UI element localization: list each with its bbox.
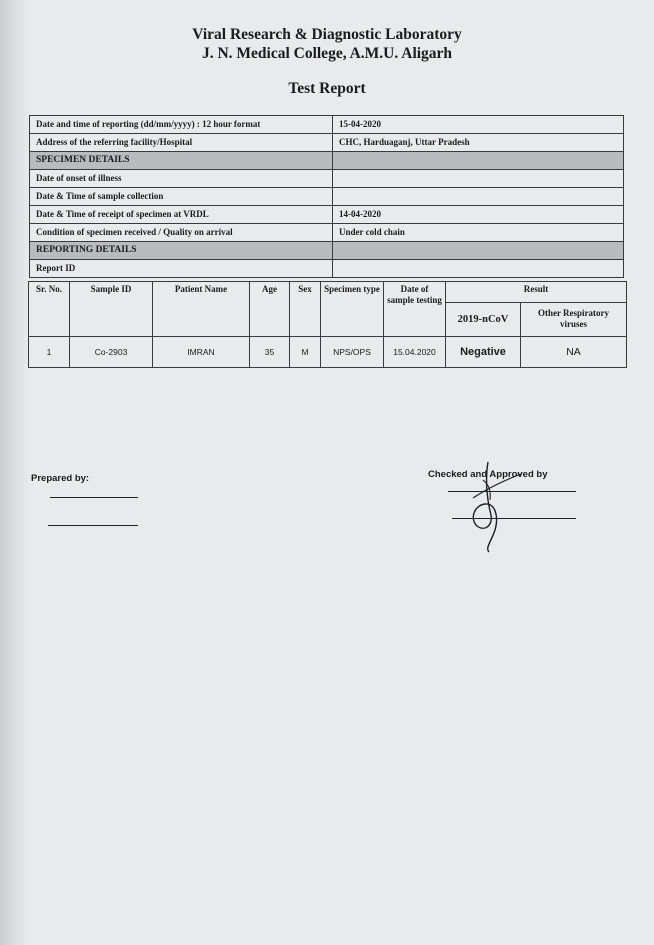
cell-sample-id: Co-2903	[70, 337, 153, 368]
header-specimen-type: Specimen type	[321, 282, 384, 337]
table-row	[29, 337, 627, 368]
info-row-condition	[30, 224, 624, 242]
page-edge-shadow	[0, 0, 30, 945]
info-row-receipt	[30, 206, 624, 224]
header-date-of-testing: Date of sample testing	[384, 282, 446, 337]
cell-sr-no: 1	[29, 337, 70, 368]
header-patient-name: Patient Name	[153, 282, 250, 337]
info-value	[333, 242, 624, 260]
info-label: Address of the referring facility/Hospital	[30, 134, 333, 152]
header-result: Result	[446, 282, 627, 303]
handwritten-signature	[455, 460, 525, 555]
header-other-viruses: Other Respiratory viruses	[521, 302, 627, 336]
info-label: Report ID	[30, 260, 333, 278]
prepared-by-line-1	[50, 497, 138, 498]
header-sex: Sex	[290, 282, 321, 337]
prepared-by-line-2	[48, 525, 138, 526]
report-title: Test Report	[288, 80, 366, 97]
lab-name: Viral Research & Diagnostic Laboratory	[192, 26, 462, 43]
college-name: J. N. Medical College, A.M.U. Aligarh	[201, 45, 453, 62]
info-label: Date & Time of sample collection	[30, 188, 333, 206]
info-label: Date & Time of receipt of specimen at VRDL	[30, 206, 333, 224]
info-value	[333, 188, 624, 206]
info-row-onset	[30, 170, 624, 188]
header-ncov: 2019-nCoV	[446, 302, 521, 336]
section-reporting-details	[30, 242, 624, 260]
info-value	[333, 260, 624, 278]
info-row-report-id	[30, 260, 624, 278]
info-value: 15-04-2020	[333, 116, 624, 134]
header-sr-no: Sr. No.	[29, 282, 70, 337]
info-label: Condition of specimen received / Quality on arrival	[30, 224, 333, 242]
info-value: CHC, Harduaganj, Uttar Pradesh	[333, 134, 624, 152]
cell-sex: M	[290, 337, 321, 368]
report-info-table	[29, 115, 624, 278]
cell-date-of-testing: 15.04.2020	[384, 337, 446, 368]
section-heading: REPORTING DETAILS	[30, 242, 333, 260]
info-row-collection	[30, 188, 624, 206]
results-table	[28, 281, 627, 368]
header-age: Age	[250, 282, 290, 337]
info-value: 14-04-2020	[333, 206, 624, 224]
info-row-referring-facility	[30, 134, 624, 152]
header-sample-id: Sample ID	[70, 282, 153, 337]
info-label: Date and time of reporting (dd/mm/yyyy) : 12 hour format	[30, 116, 333, 134]
info-row-reporting-time	[30, 116, 624, 134]
cell-other-viruses-result: NA	[521, 337, 627, 368]
section-specimen-details	[30, 152, 624, 170]
info-value	[333, 152, 624, 170]
cell-age: 35	[250, 337, 290, 368]
cell-specimen-type: NPS/OPS	[321, 337, 384, 368]
cell-patient-name: IMRAN	[153, 337, 250, 368]
info-label: Date of onset of illness	[30, 170, 333, 188]
checked-approved-label: Checked and Approved by	[428, 469, 548, 480]
cell-ncov-result: Negative	[446, 337, 521, 368]
info-value	[333, 170, 624, 188]
info-value: Under cold chain	[333, 224, 624, 242]
results-header-row	[29, 282, 627, 303]
prepared-by-label: Prepared by:	[31, 473, 90, 484]
section-heading: SPECIMEN DETAILS	[30, 152, 333, 170]
